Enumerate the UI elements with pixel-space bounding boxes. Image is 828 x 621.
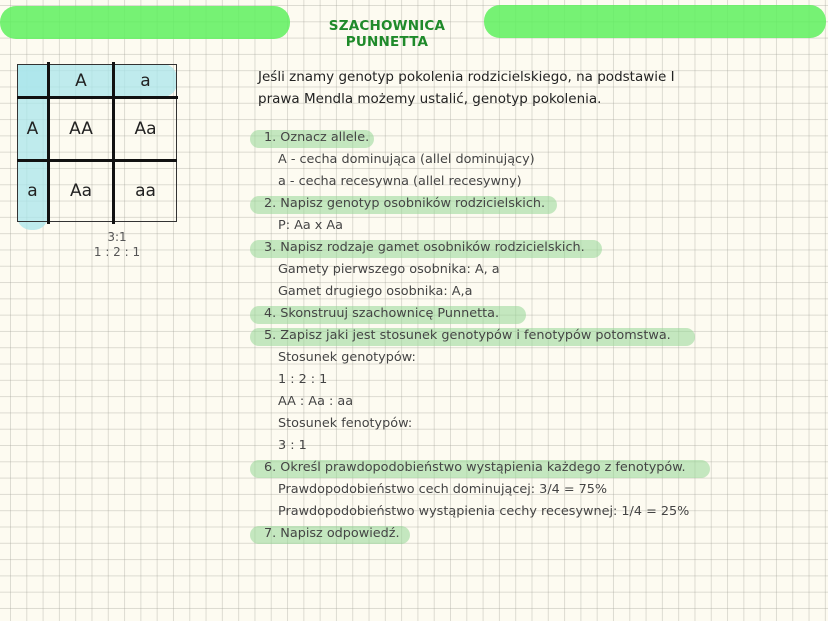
step-6: 6. Określ prawdopodobieństwo wystąpienia każdego z fenotypów.: [250, 457, 689, 479]
step-3: 3. Napisz rodzaje gamet osobników rodzicielskich.: [250, 237, 689, 259]
row-header-A: A: [26, 119, 39, 139]
intro-block: [258, 66, 818, 110]
step-5-sub: Stosunek genotypów:: [278, 350, 416, 365]
step-5-sub: 1 : 2 : 1: [278, 372, 328, 387]
step-5-sub: AA : Aa : aa: [278, 394, 354, 409]
header-decoration-left: [0, 6, 290, 39]
step-3-sub: Gamet drugiego osobnika: A,a: [278, 284, 473, 299]
col-header-A: A: [75, 70, 87, 91]
cell-Aa-2: Aa: [69, 181, 93, 201]
genotype-ratio: 1 : 2 : 1: [93, 245, 141, 259]
step-5-sub: Stosunek fenotypów:: [278, 416, 413, 431]
step-2-sub: P: Aa x Aa: [278, 218, 343, 233]
step-3-sub: Gamety pierwszego osobnika: A, a: [278, 262, 500, 277]
page-title: SZACHOWNICA PUNNETTA: [328, 18, 446, 50]
step-7: 7. Napisz odpowiedź.: [250, 523, 689, 545]
col-header-a: a: [140, 70, 151, 91]
step-1-sub: a - cecha recesywna (allel recesywny): [278, 174, 522, 189]
phenotype-ratio: 3:1: [107, 230, 127, 244]
step-1-sub: A - cecha dominująca (allel dominujący): [278, 152, 535, 167]
step-6-sub: Prawdopodobieństwo cech dominującej: 3/4 = 75%: [278, 482, 608, 497]
step-1: 1. Oznacz allele.: [250, 127, 689, 149]
step-2: 2. Napisz genotyp osobników rodzicielskich.: [250, 193, 689, 215]
cell-AA: AA: [69, 119, 93, 139]
punnett-square: [17, 64, 177, 259]
intro-line-2: prawa Mendla możemy ustalić, genotyp pokolenia.: [258, 91, 602, 107]
header-decoration-right: [484, 5, 826, 38]
intro-line-1: Jeśli znamy genotyp pokolenia rodzicielskiego, na podstawie I: [258, 69, 675, 85]
step-5-sub: 3 : 1: [278, 438, 307, 453]
step-5: 5. Zapisz jaki jest stosunek genotypów i fenotypów potomstwa.: [250, 325, 689, 347]
row-header-a: a: [27, 181, 38, 201]
steps-list: [250, 127, 689, 545]
step-4: 4. Skonstruuj szachownicę Punnetta.: [250, 303, 689, 325]
cell-Aa-1: Aa: [134, 119, 157, 139]
cell-aa: aa: [135, 181, 156, 201]
step-6-sub: Prawdopodobieństwo wystąpienia cechy recesywnej: 1/4 = 25%: [278, 504, 690, 519]
